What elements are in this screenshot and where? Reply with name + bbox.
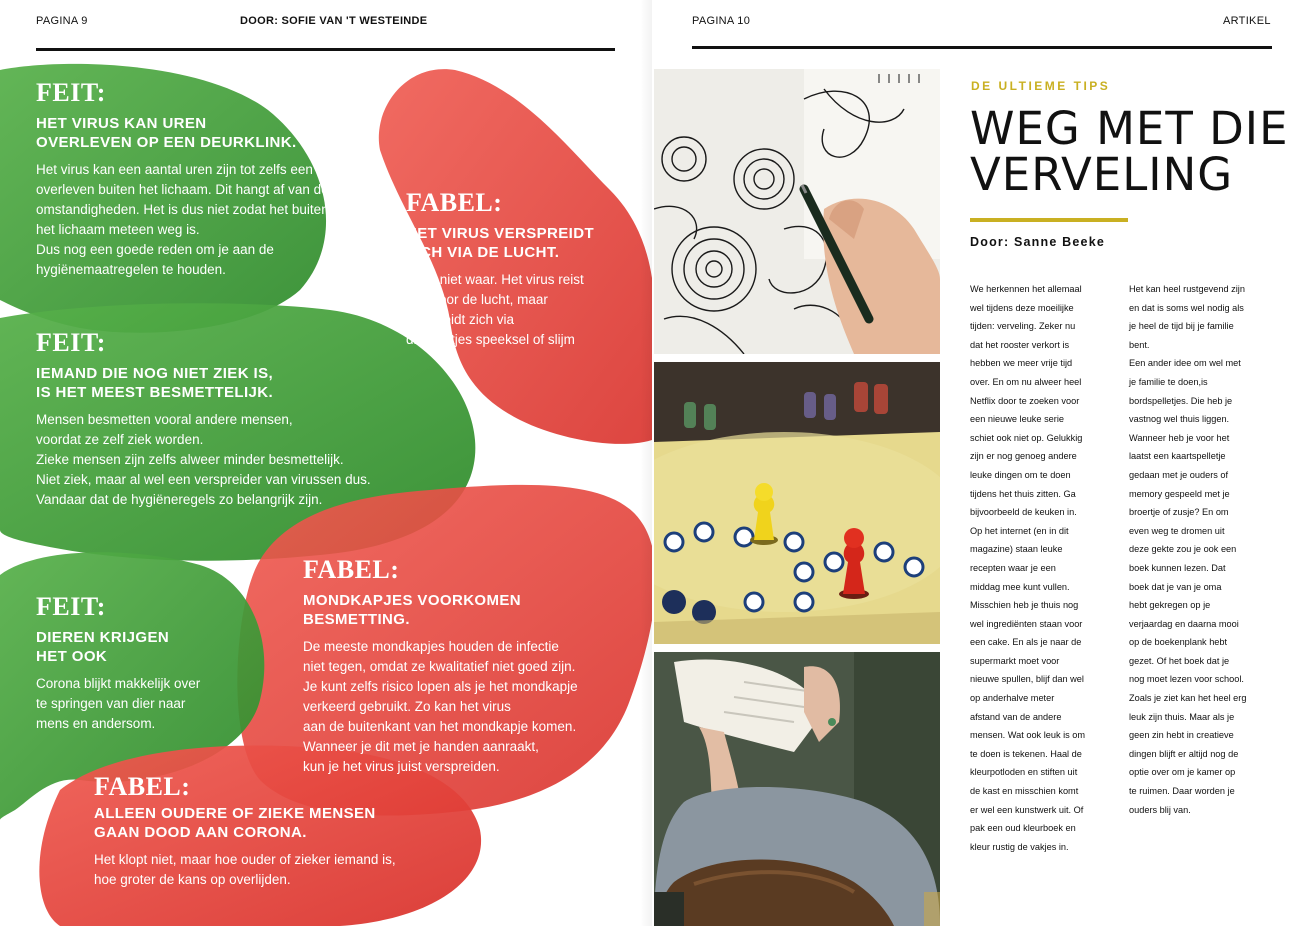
question-line: BESMETTING. bbox=[303, 611, 410, 628]
myth-question bbox=[406, 224, 594, 262]
body-line: middag mee kunt vullen. bbox=[970, 581, 1070, 592]
body-line: te doen is tekenen. Haal de bbox=[970, 748, 1082, 759]
body-line: kleur rustig de vakjes in. bbox=[970, 841, 1069, 852]
question-line: ZICH VIA DE LUCHT. bbox=[406, 244, 560, 261]
body-line: dat het rooster verkort is bbox=[970, 339, 1070, 350]
body-line: leuk zijn thuis. Maar als je bbox=[1129, 711, 1235, 722]
body-line: We herkennen het allemaal bbox=[970, 284, 1082, 294]
article-kicker: DE ULTIEME TIPS bbox=[971, 79, 1111, 93]
header-rule bbox=[692, 46, 1272, 49]
body-line: te ruimen. Daar worden je bbox=[1129, 786, 1235, 797]
body-line: je heel de tijd bij je familie bbox=[1129, 321, 1234, 332]
answer-line: hygiënemaatregelen te houden. bbox=[36, 262, 226, 277]
answer-line: niet tegen, omdat ze kwalitatief niet goed zijn. bbox=[303, 659, 576, 674]
body-line: wel ingrediënten staan voor bbox=[970, 618, 1083, 629]
myth-block-2 bbox=[303, 555, 578, 777]
answer-line: Vandaar dat de hygiëneregels zo belangrijk zijn. bbox=[36, 492, 323, 507]
article-byline: Door: Sanne Beeke bbox=[970, 235, 1106, 249]
body-line: bent. bbox=[1129, 339, 1150, 350]
body-line: afstand van de andere bbox=[970, 711, 1062, 722]
answer-line: Mensen besmetten vooral andere mensen, bbox=[36, 412, 293, 427]
answer-line: hoe groter de kans op overlijden. bbox=[94, 872, 291, 887]
fact-question bbox=[36, 364, 371, 402]
body-line: zijn er nog genoeg andere bbox=[970, 451, 1077, 462]
fact-block-3 bbox=[36, 592, 200, 734]
body-line: tijden: verveling. Zeker nu bbox=[970, 321, 1076, 332]
body-line: op de boekenplank hebt bbox=[1129, 637, 1228, 648]
body-line: supermarkt moet voor bbox=[970, 655, 1060, 666]
question-line: OVERLEVEN OP EEN DEURKLINK. bbox=[36, 134, 297, 151]
fact-question bbox=[36, 628, 200, 666]
fact-block-1 bbox=[36, 78, 339, 280]
body-line: er wel een kunstwerk uit. Of bbox=[970, 804, 1084, 815]
page-number-left: PAGINA 9 bbox=[36, 15, 88, 27]
body-line: hebben we meer vrije tijd bbox=[970, 358, 1073, 369]
body-line: Misschien heb je thuis nog bbox=[970, 600, 1079, 611]
body-line: hebt gekregen op je bbox=[1129, 600, 1211, 611]
title-line: VERVELING bbox=[970, 148, 1234, 201]
question-line: HET OOK bbox=[36, 648, 108, 665]
answer-line: Niet ziek, maar al wel een verspreider van virussen dus. bbox=[36, 472, 371, 487]
myth-label: FABEL: bbox=[406, 188, 503, 217]
question-line: HET VIRUS KAN UREN bbox=[36, 115, 207, 132]
title-underline bbox=[970, 218, 1128, 222]
fact-answer bbox=[36, 410, 371, 510]
body-line: kleurpotloden en stiften uit bbox=[970, 767, 1078, 778]
answer-line: Corona blijkt makkelijk over bbox=[36, 676, 201, 691]
title-line: WEG MET DIE bbox=[970, 102, 1289, 155]
body-line: pak een oud kleurboek en bbox=[970, 823, 1076, 834]
answer-line: verkeerd gebruikt. Zo kan het virus bbox=[303, 699, 511, 714]
question-line: MONDKAPJES VOORKOMEN bbox=[303, 592, 522, 609]
answer-line: mens en andersom. bbox=[36, 716, 156, 731]
myth-block-3 bbox=[94, 772, 396, 890]
fact-question bbox=[36, 114, 339, 152]
body-line: en dat is soms wel nodig als bbox=[1129, 302, 1244, 313]
body-line: vastnog wel thuis liggen. bbox=[1129, 414, 1230, 425]
body-line: magazine) staan leuke bbox=[970, 544, 1063, 555]
fact-label: FEIT: bbox=[36, 328, 106, 357]
body-line: laatst een kaartspelletje bbox=[1129, 451, 1226, 462]
answer-line: omstandigheden. Het is dus niet zodat het buiten bbox=[36, 202, 329, 217]
question-line: DIEREN KRIJGEN bbox=[36, 629, 170, 646]
answer-line: aan de buitenkant van het mondkapje komen. bbox=[303, 719, 577, 734]
question-line: IS HET MEEST BESMETTELIJK. bbox=[36, 384, 274, 401]
body-line: memory gespeeld met je bbox=[1129, 488, 1230, 499]
body-line: wel tijdens deze moeilijke bbox=[970, 302, 1074, 313]
body-line: Netflix door te zoeken voor bbox=[970, 395, 1080, 406]
body-line: tijdens het thuis zitten. Ga bbox=[970, 488, 1076, 499]
body-line: ouders blij van. bbox=[1129, 804, 1191, 815]
body-line: nieuwe spullen, blijf dan wel bbox=[970, 674, 1084, 685]
body-line: bijvoorbeeld de keuken in. bbox=[970, 507, 1077, 518]
body-line: verjaardag en daarna mooi bbox=[1129, 618, 1239, 629]
answer-line: te springen van dier naar bbox=[36, 696, 186, 711]
body-line: optie over om je kamer op bbox=[1129, 767, 1236, 778]
answer-line: De meeste mondkapjes houden de infectie bbox=[303, 639, 559, 654]
body-line: boek kunnen lezen. Dat bbox=[1129, 562, 1226, 573]
body-line: boek dat je van je oma bbox=[1129, 581, 1222, 592]
fact-answer bbox=[36, 160, 339, 280]
answer-line: overleven buiten het lichaam. Dit hangt af van de bbox=[36, 182, 329, 197]
right-page bbox=[652, 0, 1313, 926]
answer-line: druppeltjes speeksel of slijm bbox=[406, 332, 575, 347]
body-line: een nieuwe leuke serie bbox=[970, 414, 1064, 425]
body-line: gezet. Of het boek dat je bbox=[1129, 655, 1230, 666]
body-line: op anderhalve meter bbox=[970, 693, 1055, 704]
fact-label: FEIT: bbox=[36, 592, 106, 621]
fact-label: FEIT: bbox=[36, 78, 106, 107]
myth-answer bbox=[406, 270, 594, 350]
question-line: ALLEEN OUDERE OF ZIEKE MENSEN bbox=[94, 805, 376, 822]
page-number-right: PAGINA 10 bbox=[692, 15, 751, 27]
myth-answer bbox=[94, 850, 396, 890]
answer-line: kun je het virus juist verspreiden. bbox=[303, 759, 500, 774]
body-line: Zoals je ziet kan het heel erg bbox=[1129, 693, 1247, 704]
article-title bbox=[970, 102, 1289, 201]
question-line: HET VIRUS VERSPREIDT bbox=[406, 225, 595, 242]
myth-label: FABEL: bbox=[94, 772, 191, 801]
body-line: gedaan met je ouders of bbox=[1129, 469, 1229, 480]
left-page bbox=[0, 0, 652, 926]
answer-line: Het klopt niet, maar hoe ouder of zieker iemand is, bbox=[94, 852, 396, 867]
answer-line: Dit is niet waar. Het virus reist bbox=[406, 272, 584, 287]
body-line: de kast en misschien komt bbox=[970, 786, 1079, 797]
fact-block-2 bbox=[36, 328, 371, 510]
body-line: bordspelletjes. Die heb je bbox=[1129, 395, 1233, 406]
body-line: een cake. En als je naar de bbox=[970, 637, 1082, 648]
section-label: ARTIKEL bbox=[1223, 15, 1271, 27]
body-line: over. En om nu alweer heel bbox=[970, 376, 1082, 387]
fact-answer bbox=[36, 674, 200, 734]
answer-line: voordat ze zelf ziek worden. bbox=[36, 432, 204, 447]
body-line: broertje of zusje? En om bbox=[1129, 507, 1229, 518]
answer-line: het lichaam meteen weg is. bbox=[36, 222, 200, 237]
body-line: geen zin hebt in creatieve bbox=[1129, 730, 1234, 741]
photo-board-game bbox=[654, 362, 940, 644]
body-line: dingen blijft er altijd nog de bbox=[1129, 748, 1239, 759]
body-line: nog moet lezen voor school. bbox=[1129, 674, 1244, 685]
body-line: leuke dingen om te doen bbox=[970, 469, 1071, 480]
body-line: je familie te doen,is bbox=[1129, 376, 1208, 387]
answer-line: Zieke mensen zijn zelfs alweer minder besmettelijk. bbox=[36, 452, 344, 467]
question-line: GAAN DOOD AAN CORONA. bbox=[94, 824, 307, 841]
body-line: even weg te dromen uit bbox=[1129, 525, 1225, 536]
answer-line: niet door de lucht, maar bbox=[406, 292, 548, 307]
body-line: Het kan heel rustgevend zijn bbox=[1129, 284, 1245, 294]
myth-label: FABEL: bbox=[303, 555, 400, 584]
answer-line: Je kunt zelfs risico lopen als je het mondkapje bbox=[303, 679, 578, 694]
photo-drawing-mandala bbox=[654, 69, 940, 354]
answer-line: Het virus kan een aantal uren zijn tot zelfs een dag bbox=[36, 162, 340, 177]
question-line: IEMAND DIE NOG NIET ZIEK IS, bbox=[36, 365, 274, 382]
body-line: schiet ook niet op. Gelukkig bbox=[970, 432, 1083, 443]
myth-block-1 bbox=[406, 188, 594, 350]
myth-question bbox=[94, 804, 396, 842]
myth-answer bbox=[303, 637, 578, 777]
photo-reading-book bbox=[654, 652, 940, 926]
body-line: Op het internet (en in dit bbox=[970, 525, 1069, 536]
answer-line: Dus nog een goede reden om je aan de bbox=[36, 242, 274, 257]
body-column-1 bbox=[970, 280, 1120, 856]
answer-line: Wanneer je dit met je handen aanraakt, bbox=[303, 739, 539, 754]
body-line: Wanneer heb je voor het bbox=[1129, 432, 1230, 443]
author-credit: DOOR: SOFIE VAN 'T WESTEINDE bbox=[240, 15, 428, 27]
body-line: recepten waar je een bbox=[970, 562, 1056, 573]
answer-line: verspreidt zich via bbox=[406, 312, 515, 327]
body-line: Een ander idee om wel met bbox=[1129, 358, 1241, 369]
myth-question bbox=[303, 591, 578, 629]
body-line: deze gekte zou je ook een bbox=[1129, 544, 1237, 555]
body-column-2 bbox=[1129, 280, 1279, 819]
body-line: mensen. Wat ook leuk is om bbox=[970, 730, 1086, 741]
